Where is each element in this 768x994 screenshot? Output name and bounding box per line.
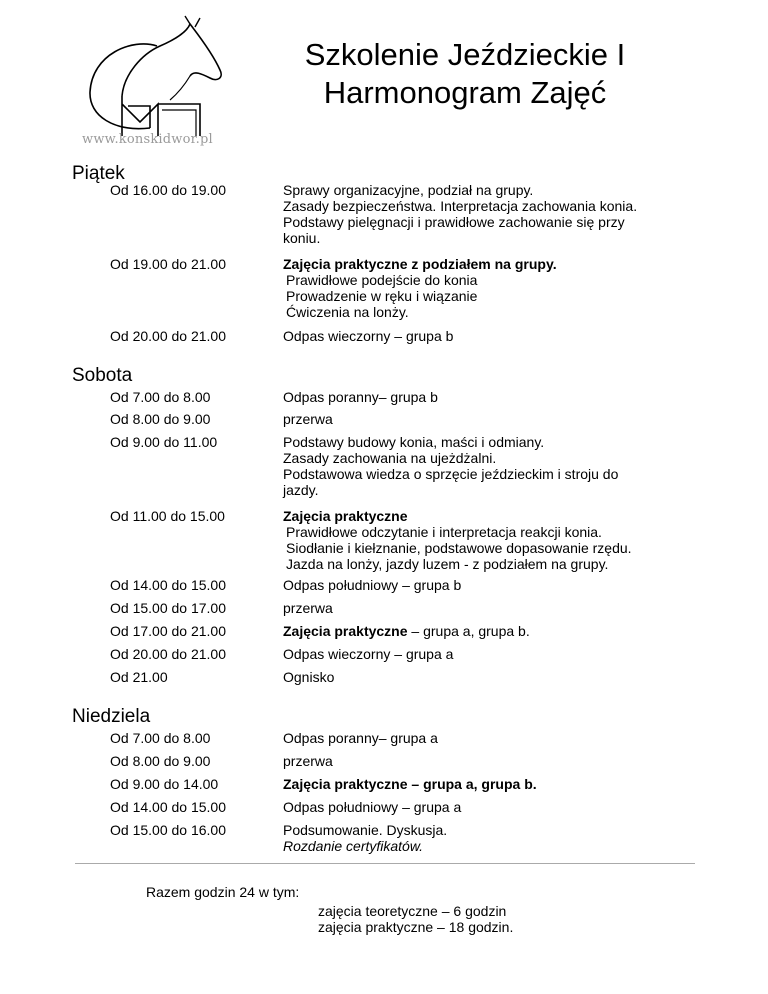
title-line-1: Szkolenie Jeździeckie I (304, 37, 626, 72)
activity-line: przerwa (283, 600, 333, 616)
activity-line: Podsumowanie. Dyskusja. (283, 822, 448, 838)
time-slot: Od 9.00 do 11.00 (110, 434, 218, 450)
activity-description (283, 799, 703, 815)
activity-description (283, 182, 703, 246)
summary-theory: zajęcia teoretyczne – 6 godzin (318, 903, 507, 919)
activity-line: Jazda na lonży, jazdy luzem - z podziałem na grupy. (286, 556, 609, 572)
time-slot: Od 16.00 do 19.00 (110, 182, 226, 198)
day-heading-saturday: Sobota (72, 365, 133, 386)
horse-logo-icon (62, 14, 232, 139)
time-slot: Od 15.00 do 16.00 (110, 822, 226, 838)
activity-line: Ognisko (283, 669, 335, 685)
logo (62, 14, 232, 154)
activity-description (283, 776, 703, 792)
activity-line: Odpas poranny– grupa b (283, 389, 438, 405)
day-heading-friday: Piątek (72, 163, 125, 184)
activity-rest: – grupa a, grupa b. (407, 623, 530, 639)
time-slot: Od 21.00 (110, 669, 168, 685)
activity-description (283, 753, 703, 769)
title-line-2: Harmonogram Zajęć (323, 75, 607, 110)
activity-line: przerwa (283, 753, 333, 769)
activity-line: Odpas poranny– grupa a (283, 730, 438, 746)
activity-bold: Zajęcia praktyczne (283, 623, 408, 639)
activity-description (283, 389, 703, 405)
activity-line: Odpas wieczorny – grupa a (283, 646, 454, 662)
activity-line: Zajęcia praktyczne z podziałem na grupy. (283, 256, 557, 272)
summary-practice: zajęcia praktyczne – 18 godzin. (318, 919, 514, 935)
activity-description (283, 600, 703, 616)
time-slot: Od 17.00 do 21.00 (110, 623, 226, 639)
divider (75, 863, 695, 864)
activity-line: przerwa (283, 411, 333, 427)
activity-description (283, 328, 703, 344)
activity-description (283, 411, 703, 427)
time-slot: Od 14.00 do 15.00 (110, 799, 226, 815)
activity-line: Podstawy budowy konia, maści i odmiany. (283, 434, 545, 450)
activity-line: Podstawy pielęgnacji i prawidłowe zachowanie się przy (283, 214, 625, 230)
activity-description (283, 822, 703, 854)
day-heading-sunday: Niedziela (72, 706, 151, 727)
time-slot: Od 19.00 do 21.00 (110, 256, 226, 272)
activity-line: Prowadzenie w ręku i wiązanie (286, 288, 478, 304)
activity-line: Zasady zachowania na ujeżdżalni. (283, 450, 497, 466)
activity-line: Odpas południowy – grupa b (283, 577, 462, 593)
activity-line: Zajęcia praktyczne – grupa a, grupa b. (283, 776, 537, 792)
page-title (265, 36, 665, 112)
activity-line: Zajęcia praktyczne (283, 508, 408, 524)
activity-description (283, 730, 703, 746)
activity-description (283, 256, 703, 320)
time-slot: Od 14.00 do 15.00 (110, 577, 226, 593)
activity-line: Odpas wieczorny – grupa b (283, 328, 454, 344)
activity-line (283, 623, 703, 639)
logo-url: www.konskidwor.pl (82, 132, 213, 147)
activity-line: Zasady bezpieczeństwa. Interpretacja zachowania konia. (283, 198, 638, 214)
activity-description (283, 508, 703, 572)
activity-line: jazdy. (283, 482, 319, 498)
activity-line: Ćwiczenia na lonży. (286, 304, 409, 320)
time-slot: Od 7.00 do 8.00 (110, 730, 211, 746)
summary-breakdown (318, 903, 513, 935)
activity-description (283, 646, 703, 662)
time-slot: Od 20.00 do 21.00 (110, 646, 226, 662)
activity-description (283, 577, 703, 593)
activity-line: Siodłanie i kiełznanie, podstawowe dopasowanie rzędu. (286, 540, 632, 556)
activity-line: Prawidłowe podejście do konia (286, 272, 478, 288)
activity-line: Rozdanie certyfikatów. (283, 838, 424, 854)
activity-line: Odpas południowy – grupa a (283, 799, 462, 815)
activity-description (283, 434, 703, 498)
time-slot: Od 15.00 do 17.00 (110, 600, 226, 616)
activity-line: Sprawy organizacyjne, podział na grupy. (283, 182, 534, 198)
time-slot: Od 8.00 do 9.00 (110, 411, 211, 427)
time-slot: Od 20.00 do 21.00 (110, 328, 226, 344)
activity-description (283, 669, 703, 685)
activity-line: Prawidłowe odczytanie i interpretacja reakcji konia. (286, 524, 602, 540)
time-slot: Od 9.00 do 14.00 (110, 776, 219, 792)
activity-line: Podstawowa wiedza o sprzęcie jeździeckim i stroju do (283, 466, 619, 482)
time-slot: Od 8.00 do 9.00 (110, 753, 211, 769)
activity-description (283, 623, 703, 639)
time-slot: Od 11.00 do 15.00 (110, 508, 225, 524)
activity-line: koniu. (283, 230, 321, 246)
summary-total: Razem godzin 24 w tym: (146, 884, 300, 900)
time-slot: Od 7.00 do 8.00 (110, 389, 211, 405)
